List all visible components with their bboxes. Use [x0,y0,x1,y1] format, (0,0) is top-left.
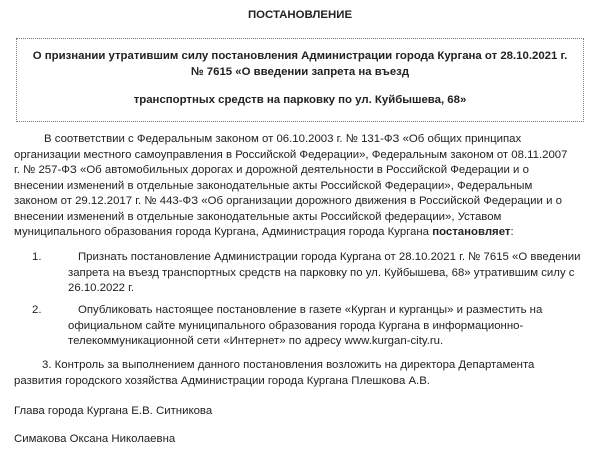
executor-line: Симакова Оксана Николаевна [14,433,176,445]
control-line: развития городского хозяйства Администрации города Кургана Плешкова А.В. [14,374,430,387]
list-item-body [68,250,588,297]
list-item-line: Признать постановление Администрации города Кургана от 28.10.2021 г. № 7615 «О введении [78,251,581,263]
document-title-box [16,38,584,122]
intro-line: организации местного самоуправления в Российской Федерации», Федеральным законом от 08.11.2007 [14,148,568,161]
list-item-line: телекоммуникационной сети «Интернет» по адресу www.kurgan-city.ru. [68,335,444,347]
list-item-line: официальном сайте муниципального образования города Кургана в информационно- [68,319,524,332]
intro-line-last [14,225,586,241]
document-title-line-2: № 7615 «О введении запрета на въезд [190,66,410,78]
intro-line: законом от 29.12.2017 г. № 443-ФЗ «Об организации дорожного движения в Российской Федерации и о [14,195,562,207]
list-item-line: Опубликовать настоящее постановление в газете «Курган и курганцы» и разместить на [78,304,543,316]
intro-line: внесении изменений в отдельные законодательные акты Российской Федерации», Федеральным [14,179,533,192]
list-item-line: 26.10.2022 г. [68,282,135,294]
list-item-number: 2. [32,304,42,316]
intro-line-text: муниципального образования города Кургана, Администрация города Кургана [14,226,433,238]
signature-line: Глава города Кургана Е.В. Ситникова [14,405,213,417]
resolves-keyword: постановляет [432,226,511,238]
list-item-line: запрета на въезд транспортных средств на парковку по ул. Куйбышева, 68» утратившим силу с [68,266,575,279]
intro-paragraph [14,132,586,241]
document-title-line-3: транспортных средств на парковку по ул. Куйбышева, 68» [133,94,467,106]
control-paragraph [14,358,586,389]
intro-line: внесении изменений в отдельные законодательные акты Российской федерации», Уставом [14,210,502,223]
control-line: 3. Контроль за выполнением данного постановления возложить на директора Департамента [42,359,535,371]
intro-line-colon: : [510,226,514,238]
document-heading: ПОСТАНОВЛЕНИЕ [247,9,353,21]
document-title-line-1: О признании утратившим силу постановления Администрации города Кургана от 28.10.2021 г. [32,50,568,62]
list-item-body [68,303,588,350]
intro-line: В соответствии с Федеральным законом от 06.10.2003 г. № 131-ФЗ «Об общих принципах [44,133,522,145]
intro-line: г. № 257-ФЗ «Об автомобильных дорогах и дорожной деятельности в Российской Федерации и о [14,164,529,176]
list-item-number: 1. [32,251,42,263]
